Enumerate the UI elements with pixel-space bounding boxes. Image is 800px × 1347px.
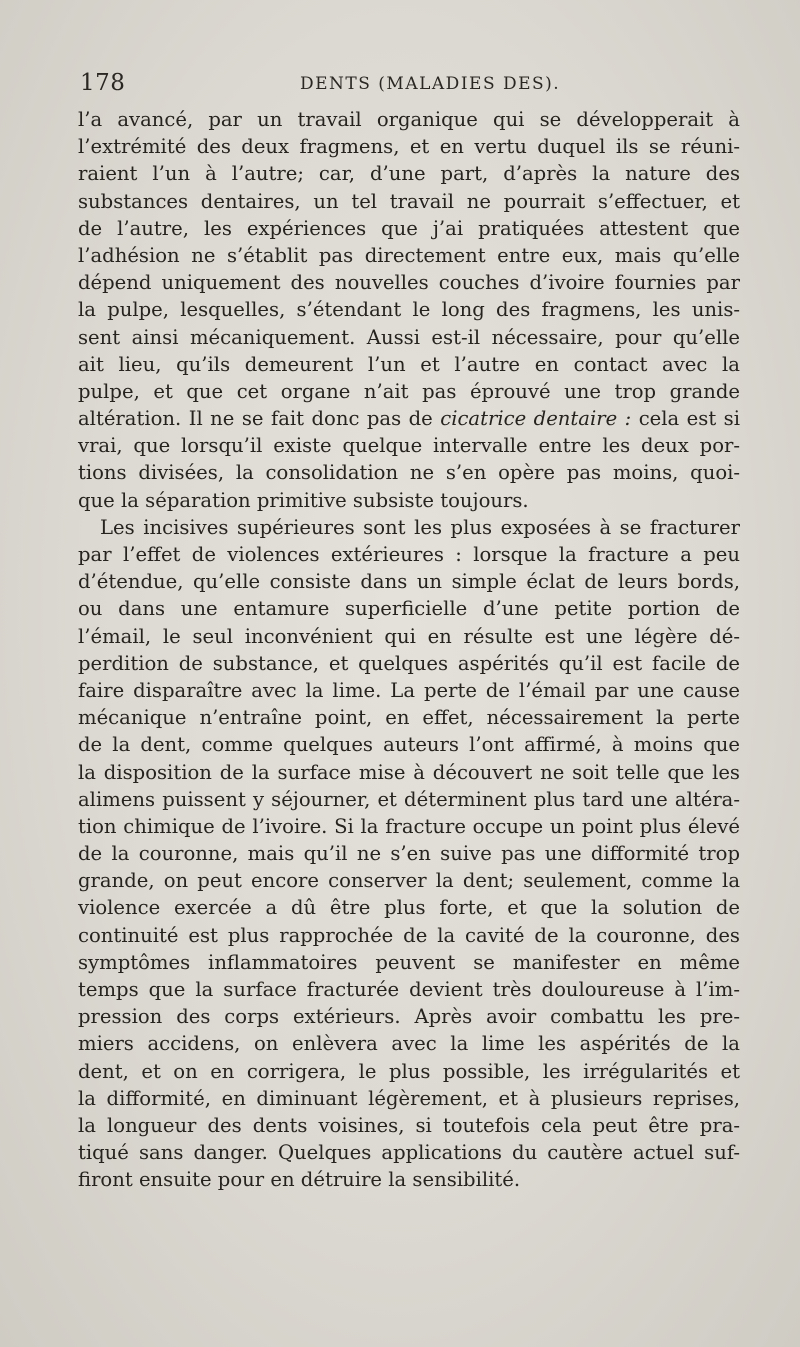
text-line: dent, et on en corrigera, le plus possible, les irrégularités et [78,1059,740,1083]
text-line: mécanique n’entraîne point, en effet, nécessairement la perte [78,706,740,730]
text-line: de la dent, comme quelques auteurs l’ont affirmé, à moins que [78,733,740,757]
text-line: pulpe, et que cet organe n’ait pas éprouvé une trop grande [78,379,740,403]
text-line: par l’effet de violences extérieures : lorsque la fracture a peu [78,543,740,566]
text-line: que la séparation primitive subsiste toujours. [78,488,529,512]
text-segment: altération. Il ne se fait donc pas de [78,407,441,431]
page-number: 178 [80,70,126,96]
text-line: dépend uniquement des nouvelles couches d’ivoire fournies par [78,271,740,295]
text-line: de la couronne, mais qu’il ne s’en suive pas une difformité trop [78,842,740,866]
text-line: l’adhésion ne s’établit pas directement entre eux, mais qu’elle [78,243,740,267]
text-line: firont ensuite pour en détruire la sensibilité. [78,1168,521,1192]
body-text [78,106,740,1194]
text-line: la disposition de la surface mise à découvert ne soit telle que les [78,760,740,784]
text-line: l’émail, le seul inconvénient qui en résulte est une légère dé- [78,624,740,648]
text-segment: cela est si [631,407,740,431]
running-head: DENTS (MALADIES DES). [300,74,561,94]
text-line: tiqué sans danger. Quelques applications du cautère actuel suf- [78,1141,740,1165]
text-line: vrai, que lorsqu’il existe quelque intervalle entre les deux por- [78,434,740,458]
text-line: substances dentaires, un tel travail ne pourrait s’effectuer, et [78,189,740,213]
text-line: de l’autre, les expériences que j’ai pratiquées attestent que [78,216,740,240]
text-line: violence exercée a dû être plus forte, et que la solution de [78,896,740,920]
text-line: sent ainsi mécaniquement. Aussi est-il nécessaire, pour qu’elle [78,325,740,349]
text-line: temps que la surface fracturée devient très douloureuse à l’im- [78,978,740,1001]
text-line: perdition de substance, et quelques aspérités qu’il est facile de [78,651,740,675]
paragraph-1 [78,106,740,514]
text-line: symptômes inflammatoires peuvent se manifester en même [78,950,740,974]
text-line: d’étendue, qu’elle consiste dans un simple éclat de leurs bords, [78,570,740,594]
text-line: Les incisives supérieures sont les plus exposées à se fracturer [100,515,740,539]
text-line: alimens puissent y séjourner, et déterminent plus tard une altéra- [78,787,740,811]
text-line: ou dans une entamure superficielle d’une petite portion de [78,597,740,621]
text-line: raient l’un à l’autre; car, d’une part, d’après la nature des [78,162,740,186]
text-line: tion chimique de l’ivoire. Si la fracture occupe un point plus élevé [78,814,740,838]
text-line: continuité est plus rapprochée de la cavité de la couronne, des [78,923,740,947]
text-line: tions divisées, la consolidation ne s’en opère pas moins, quoi- [78,461,740,485]
text-line: grande, on peut encore conserver la dent; seulement, comme la [78,869,740,893]
text-line: faire disparaître avec la lime. La perte de l’émail par une cause [78,678,740,702]
text-line: la difformité, en diminuant légèrement, et à plusieurs reprises, [78,1086,740,1110]
text-line: miers accidens, on enlèvera avec la lime les aspérités de la [78,1032,740,1056]
text-line-with-italic [78,405,740,432]
text-line: la longueur des dents voisines, si toutefois cela peut être pra- [78,1113,740,1137]
text-line: l’a avancé, par un travail organique qui se développerait à [78,108,740,131]
text-line: l’extrémité des deux fragmens, et en vertu duquel ils se réuni- [78,135,740,159]
text-line: la pulpe, lesquelles, s’étendant le long des fragmens, les unis- [78,298,740,322]
text-line: ait lieu, qu’ils demeurent l’un et l’autre en contact avec la [78,352,740,376]
italic-term: cicatrice dentaire : [440,407,632,431]
text-line: pression des corps extérieurs. Après avoir combattu les pre- [78,1005,740,1029]
page-header [80,70,740,102]
paragraph-2 [78,514,740,1194]
